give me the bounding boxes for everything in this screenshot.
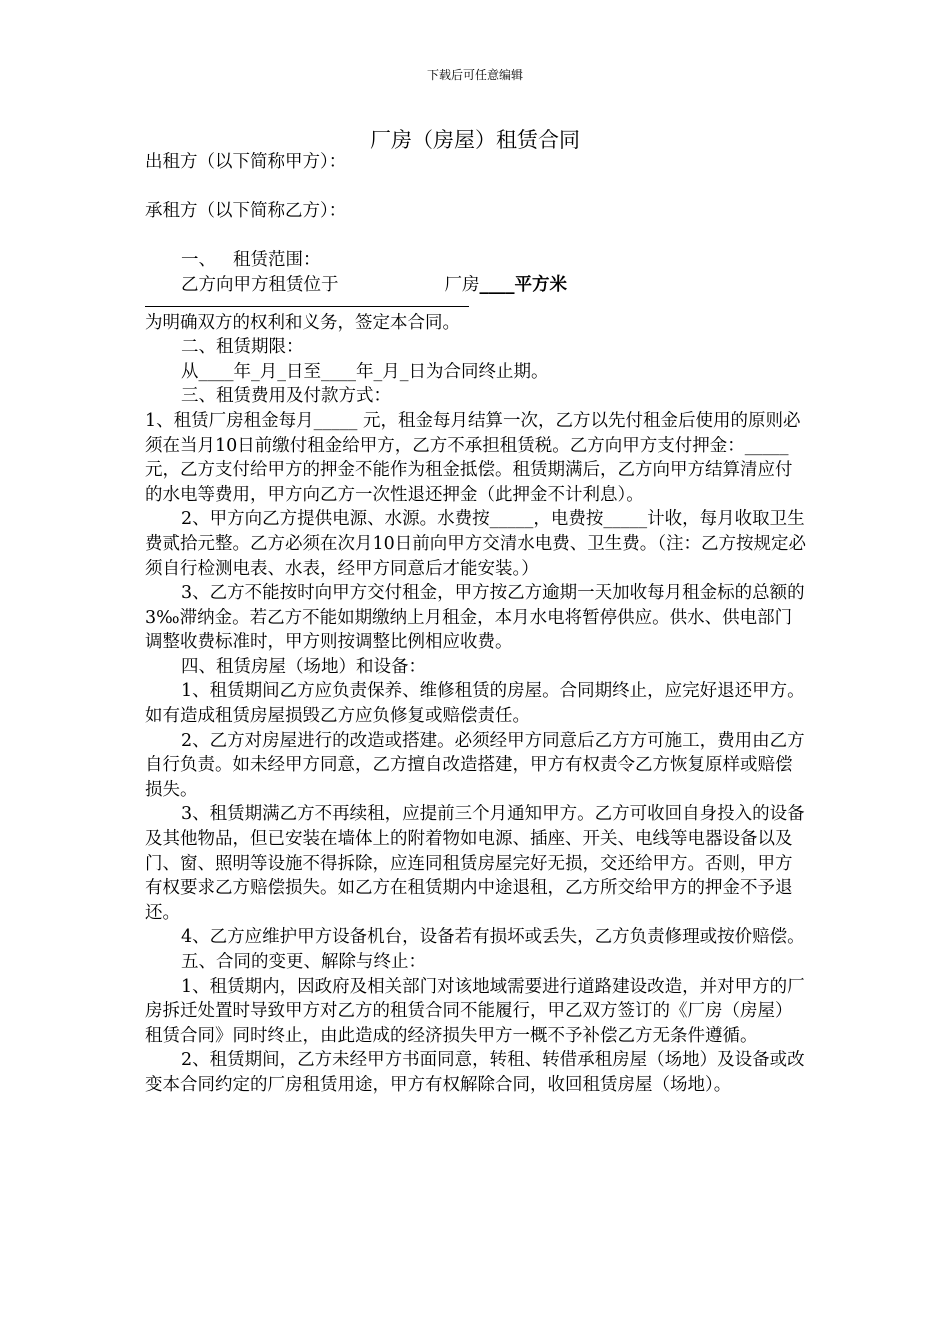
section-1-text-b: 厂房 <box>444 274 480 295</box>
section-5-item-1: 1、租赁期内，因政府及相关部门对该地域需要进行道路建设改造，并对甲方的厂房拆迁处置时导致甲方对乙方的租赁合同不能履行，甲乙双方签订的《厂房（房屋）租赁合同》同时终止，由此造成的经济损失甲方一概不予补偿乙方无条件遵循。 <box>145 976 805 1046</box>
section-1-continuation: 为明确双方的权利和义务，签定本合同。 <box>145 312 460 333</box>
signature-rule <box>145 298 469 307</box>
section-5-heading: 五、合同的变更、解除与终止： <box>181 952 426 972</box>
section-3-item-3: 3、乙方不能按时向甲方交付租金，甲方按乙方逾期一天加收每月租金标的总额的3‰滞纳金。若乙方不能如期缴纳上月租金，本月水电将暂停供应。供水、供电部门调整收费标准时，甲方则按调整比例相应收费。 <box>145 583 805 653</box>
section-2-heading: 二、租赁期限： <box>181 337 304 358</box>
section-4-item-4: 4、乙方应维护甲方设备机台，设备若有损坏或丢失，乙方负责修理或按价赔偿。 <box>181 927 805 948</box>
section-4-heading: 四、租赁房屋（场地）和设备： <box>181 656 426 677</box>
section-1-unit: 平方米 <box>514 274 567 295</box>
section-1-heading <box>145 248 807 273</box>
document-title: 厂房（房屋）租赁合同 <box>370 128 580 152</box>
section-1-text-a: 乙方向甲方租赁位于 <box>181 274 339 295</box>
contract-body <box>145 150 807 1098</box>
section-1-line <box>145 273 807 298</box>
section-1-title: 租赁范围： <box>233 250 321 271</box>
section-4-item-1: 1、租赁期间乙方应负责保养、维修租赁的房屋。合同期终止，应完好退还甲方。如有造成租赁房屋损毁乙方应负修复或赔偿责任。 <box>145 681 805 727</box>
party-a-line: 出租方（以下简称甲方）： <box>145 152 347 172</box>
party-b-line: 承租方（以下简称乙方）： <box>145 201 347 222</box>
page-header: 下载后可任意编辑 <box>426 68 523 82</box>
section-5-item-2: 2、租赁期间，乙方未经甲方书面同意，转租、转借承租房屋（场地）及设备或改变本合同约定的厂房租赁用途，甲方有权解除合同，收回租赁房屋（场地）。 <box>145 1050 805 1095</box>
section-2-paragraph: 从____年_月_日至____年_月_日为合同终止期。 <box>181 361 549 382</box>
section-4-item-3: 3、租赁期满乙方不再续租，应提前三个月通知甲方。乙方可收回自身投入的设备及其他物品，但已安装在墙体上的附着物如电源、插座、开关、电线等电器设备以及门、窗、照明等设施不得拆除，应连同租赁房屋完好无损，交还给甲方。否则，甲方有权要求乙方赔偿损失。如乙方在租赁期内中途退租，乙方所交给甲方的押金不予退还。 <box>145 804 805 923</box>
section-3-item-1: 1、租赁厂房租金每月_____ 元，租金每月结算一次，乙方以先付租金后使用的原则必须在当月10日前缴付租金给甲方，乙方不承担租赁税。乙方向甲方支付押金：_____元，乙方支付给甲方的押金不能作为租金抵偿。租赁期满后，乙方向甲方结算清应付的水电等费用，甲方向乙方一次性退还押金（此押金不计利息）。 <box>145 410 801 505</box>
section-4-item-2: 2、乙方对房屋进行的改造或搭建。必须经甲方同意后乙方方可施工，费用由乙方自行负责。如未经甲方同意，乙方擅自改造搭建，甲方有权责令乙方恢复原样或赔偿损失。 <box>145 730 805 800</box>
section-1-blank: ____ <box>479 274 515 295</box>
section-3-heading: 三、租赁费用及付款方式： <box>181 386 391 407</box>
section-1-number: 一、 <box>181 250 216 271</box>
section-3-item-2: 2、甲方向乙方提供电源、水源。水费按_____，电费按_____计收，每月收取卫生费贰拾元整。乙方必须在次月10日前向甲方交清水电费、卫生费。（注：乙方按规定必须自行检测电表、水表，经甲方同意后才能安装。） <box>145 509 807 579</box>
